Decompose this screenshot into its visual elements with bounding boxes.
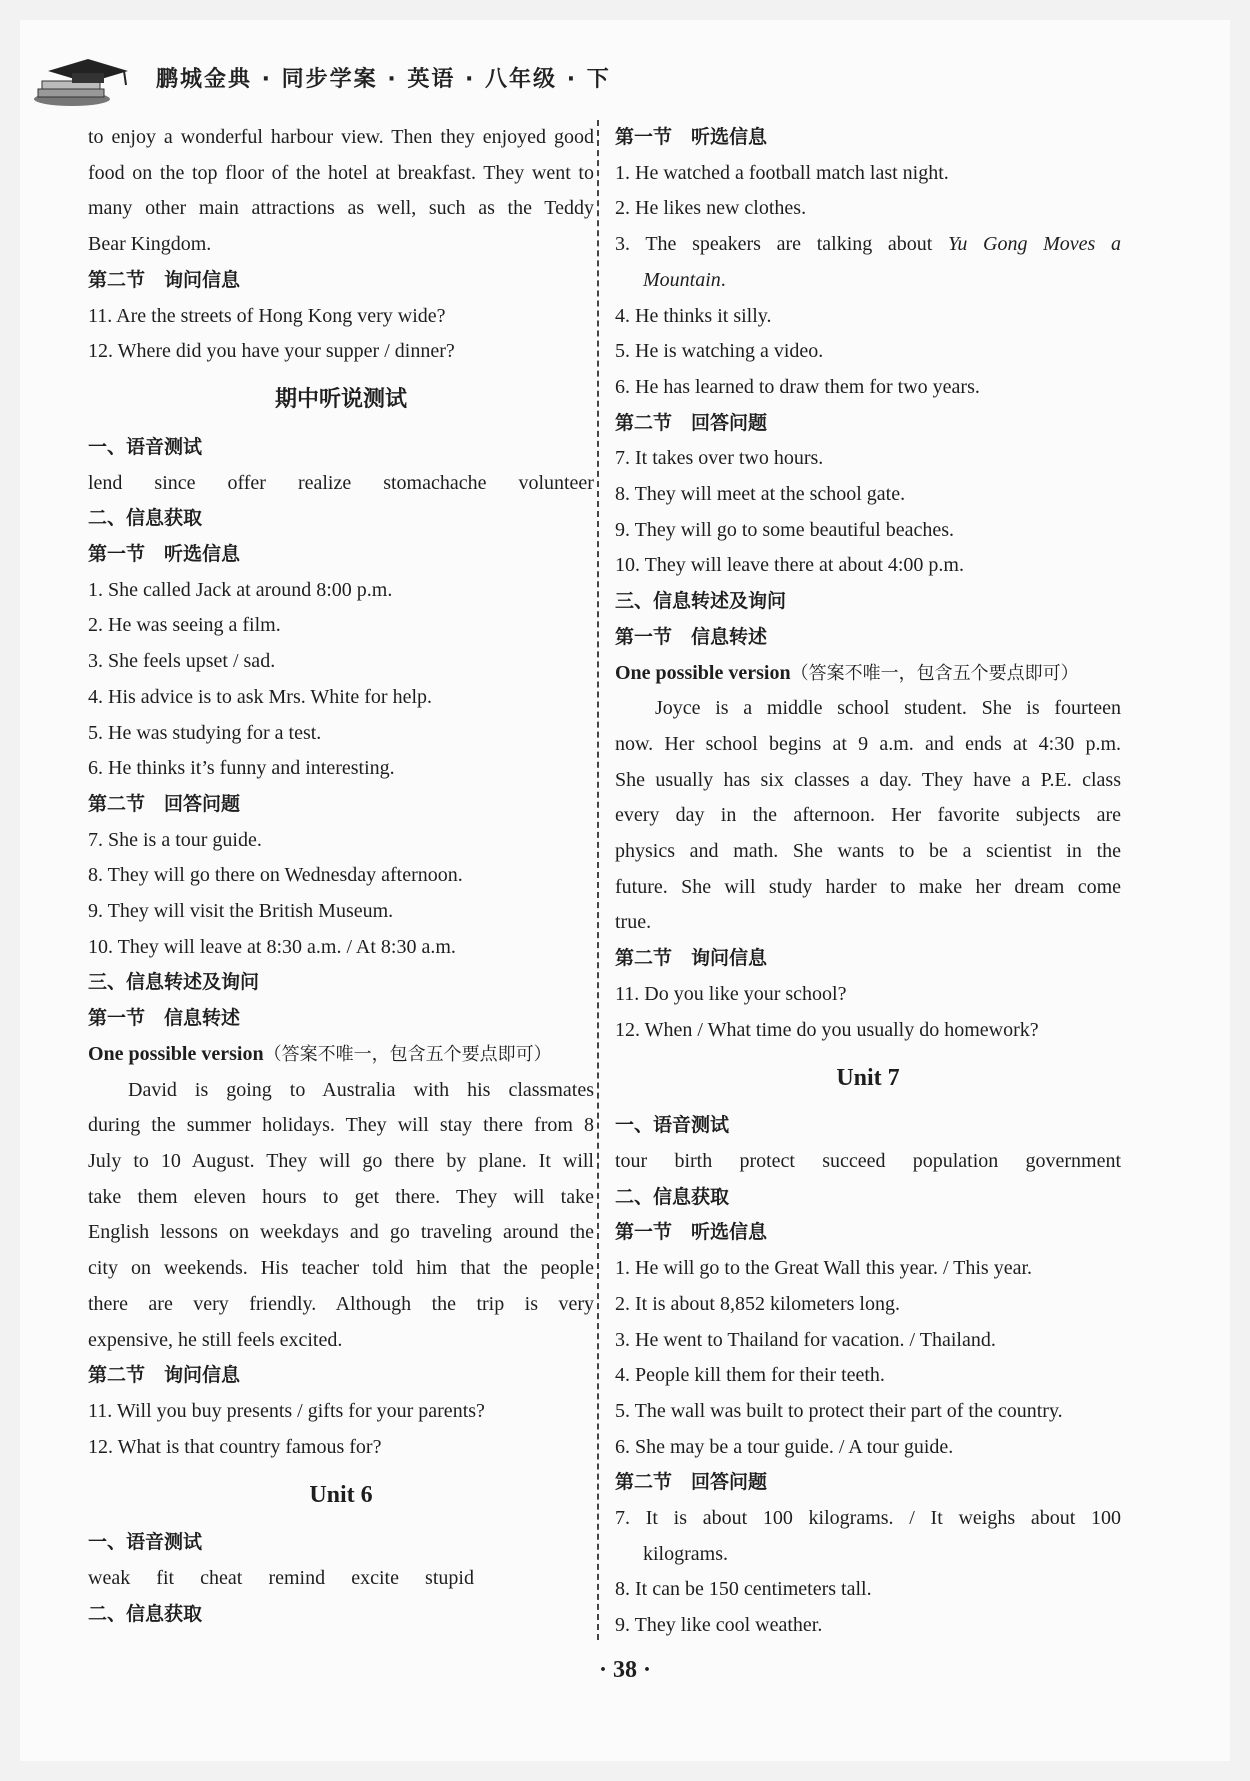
answer-item: 11. Are the streets of Hong Kong very wide? xyxy=(88,304,446,327)
item-text: . xyxy=(720,268,726,291)
answer-item: 1. He will go to the Great Wall this year. / This year. xyxy=(615,1257,1033,1280)
answer-item: 7. It is about 100 kilograms. / It weighs about 100 xyxy=(615,1507,1121,1530)
unit-7-title: Unit 7 xyxy=(836,1065,900,1092)
essay-line: expensive, he still feels excited. xyxy=(88,1328,343,1351)
essay-line: David is going to Australia with his classmates xyxy=(128,1078,594,1101)
page-number: · 38 · xyxy=(598,1657,651,1683)
word: remind xyxy=(268,1567,326,1590)
version-en: One possible version xyxy=(615,661,791,684)
section-title: 第二节 回答问题 xyxy=(615,1471,768,1494)
word: weak xyxy=(88,1567,131,1590)
word: volunteer xyxy=(518,471,594,494)
phonetic-words xyxy=(88,1561,594,1597)
essay-line: true. xyxy=(615,911,652,934)
answer-item: 6. He thinks it’s funny and interesting. xyxy=(88,757,395,780)
word: protect xyxy=(739,1149,795,1172)
answer-item: 5. The wall was built to protect their part of the country. xyxy=(615,1399,1063,1422)
right-column xyxy=(615,120,1121,1644)
word: birth xyxy=(674,1149,713,1172)
answer-item: 3. He went to Thailand for vacation. / Thailand. xyxy=(615,1328,996,1351)
part-title: 一、语音测试 xyxy=(88,1531,203,1554)
answer-item: 8. It can be 150 centimeters tall. xyxy=(615,1578,872,1601)
essay-line: city on weekends. His teacher told him that the people xyxy=(88,1257,594,1280)
part-title: 一、语音测试 xyxy=(615,1114,730,1137)
word: succeed xyxy=(822,1149,886,1172)
answer-item: 10. They will leave there at about 4:00 p.m. xyxy=(615,554,964,577)
version-note: （答案不唯一，包含五个要点即可） xyxy=(790,662,1079,684)
section-title: 第一节 信息转述 xyxy=(615,625,768,648)
answer-item: 12. When / What time do you usually do homework? xyxy=(615,1018,1039,1041)
essay-line: there are very friendly. Although the trip is very xyxy=(88,1292,594,1315)
answer-item: 3. She feels upset / sad. xyxy=(88,650,276,673)
section-title: 第一节 听选信息 xyxy=(615,1221,768,1244)
essay-line: future. She will study harder to make her dream come xyxy=(615,875,1121,898)
essay-line: during the summer holidays. They will stay there from 8 xyxy=(88,1114,594,1137)
answer-item: 4. His advice is to ask Mrs. White for help. xyxy=(88,685,433,708)
answer-item: 9. They will visit the British Museum. xyxy=(88,900,394,923)
intro-line: to enjoy a wonderful harbour view. Then they enjoyed good xyxy=(88,126,594,148)
section-title: 第一节 听选信息 xyxy=(88,543,241,566)
word: realize xyxy=(297,471,352,494)
answer-item: 11. Do you like your school? xyxy=(615,982,847,1005)
word: tour xyxy=(615,1149,648,1172)
answer-item-cont: kilograms. xyxy=(643,1542,728,1565)
essay-line: English lessons on weekdays and go traveling around the xyxy=(88,1221,594,1244)
column-divider xyxy=(597,120,599,1640)
essay-line: Joyce is a middle school student. She is fourteen xyxy=(655,697,1121,720)
section-title: 第二节 回答问题 xyxy=(615,411,768,434)
version-note: （答案不唯一，包含五个要点即可） xyxy=(263,1043,552,1065)
answer-item: 2. He likes new clothes. xyxy=(615,197,807,220)
section-title: 第一节 信息转述 xyxy=(88,1007,241,1030)
section-title: 第一节 听选信息 xyxy=(615,126,768,148)
answer-item: 6. He has learned to draw them for two years. xyxy=(615,375,980,398)
answer-item: 8. They will go there on Wednesday afternoon. xyxy=(88,864,463,887)
word: fit xyxy=(156,1567,175,1590)
answer-item: 6. She may be a tour guide. / A tour guide. xyxy=(615,1435,954,1458)
header-title: 鹏城金典 · 同步学案 · 英语 · 八年级 · 下 xyxy=(156,67,611,92)
answer-item: 9. They will go to some beautiful beaches. xyxy=(615,518,954,541)
book-title: Yu Gong Moves a xyxy=(948,233,1121,256)
part-title: 三、信息转述及询问 xyxy=(88,971,260,994)
answer-item xyxy=(615,227,1121,263)
part-title: 二、信息获取 xyxy=(615,1185,730,1208)
word: government xyxy=(1025,1149,1121,1172)
item-text: 3. The speakers are talking about xyxy=(615,233,949,256)
section-title: 第二节 询问信息 xyxy=(88,1364,241,1387)
essay-line: now. Her school begins at 9 a.m. and ends at 4:30 p.m. xyxy=(615,732,1121,755)
phonetic-words xyxy=(88,466,594,502)
answer-item: 4. People kill them for their teeth. xyxy=(615,1364,885,1387)
intro-line: food on the top floor of the hotel at breakfast. They went to xyxy=(88,161,594,184)
essay xyxy=(615,691,1121,941)
part-title: 三、信息转述及询问 xyxy=(615,590,787,613)
answer-item: 9. They like cool weather. xyxy=(615,1614,823,1637)
answer-item: 12. What is that country famous for? xyxy=(88,1435,382,1458)
version-label xyxy=(615,656,1121,692)
word: cheat xyxy=(200,1567,243,1590)
part-title: 二、信息获取 xyxy=(88,507,203,530)
answer-item: 1. She called Jack at around 8:00 p.m. xyxy=(88,578,393,601)
answer-item: 5. He was studying for a test. xyxy=(88,721,322,744)
word: stomachache xyxy=(383,471,487,494)
essay-line: take them eleven hours to get there. They will take xyxy=(88,1185,594,1208)
midterm-title: 期中听说测试 xyxy=(274,386,407,412)
part-title: 二、信息获取 xyxy=(88,1602,203,1625)
answer-item: 1. He watched a football match last night. xyxy=(615,161,949,184)
intro-line: Bear Kingdom. xyxy=(88,233,212,256)
word: stupid xyxy=(425,1567,474,1590)
answer-item: 2. It is about 8,852 kilometers long. xyxy=(615,1292,900,1315)
intro-line: many other main attractions as well, such as the Teddy xyxy=(88,197,594,220)
part-title: 一、语音测试 xyxy=(88,435,203,458)
essay-line: She usually has six classes a day. They have a P.E. class xyxy=(615,768,1121,791)
essay-line: physics and math. She wants to be a scientist in the xyxy=(615,840,1121,863)
answer-item: 7. It takes over two hours. xyxy=(615,447,824,470)
essay-line: every day in the afternoon. Her favorite subjects are xyxy=(615,804,1121,827)
section-title: 第二节 询问信息 xyxy=(615,947,768,970)
answer-item: 12. Where did you have your supper / dinner? xyxy=(88,340,455,363)
answer-item: 5. He is watching a video. xyxy=(615,340,824,363)
book-title: Mountain xyxy=(643,268,721,291)
version-en: One possible version xyxy=(88,1042,264,1065)
section-title: 第二节 询问信息 xyxy=(88,268,241,291)
answer-item: 4. He thinks it silly. xyxy=(615,304,772,327)
section-title: 第二节 回答问题 xyxy=(88,792,241,815)
answer-item-cont xyxy=(615,263,1121,299)
answer-item: 2. He was seeing a film. xyxy=(88,614,281,637)
answer-item: 10. They will leave at 8:30 a.m. / At 8:30 a.m. xyxy=(88,935,456,958)
answer-item: 8. They will meet at the school gate. xyxy=(615,483,906,506)
essay xyxy=(88,1073,594,1359)
word: excite xyxy=(351,1567,399,1590)
answer-item: 7. She is a tour guide. xyxy=(88,828,262,851)
version-label xyxy=(88,1037,594,1073)
answer-item: 11. Will you buy presents / gifts for your parents? xyxy=(88,1399,485,1422)
word: since xyxy=(154,471,196,494)
essay-line: July to 10 August. They will go there by plane. It will xyxy=(88,1149,594,1172)
word: offer xyxy=(227,471,266,494)
word: population xyxy=(912,1149,999,1172)
phonetic-words xyxy=(615,1144,1121,1180)
unit-6-title: Unit 6 xyxy=(309,1482,373,1509)
left-column xyxy=(88,120,594,1632)
graduation-cap-books-logo xyxy=(28,55,148,111)
word: lend xyxy=(88,471,123,494)
